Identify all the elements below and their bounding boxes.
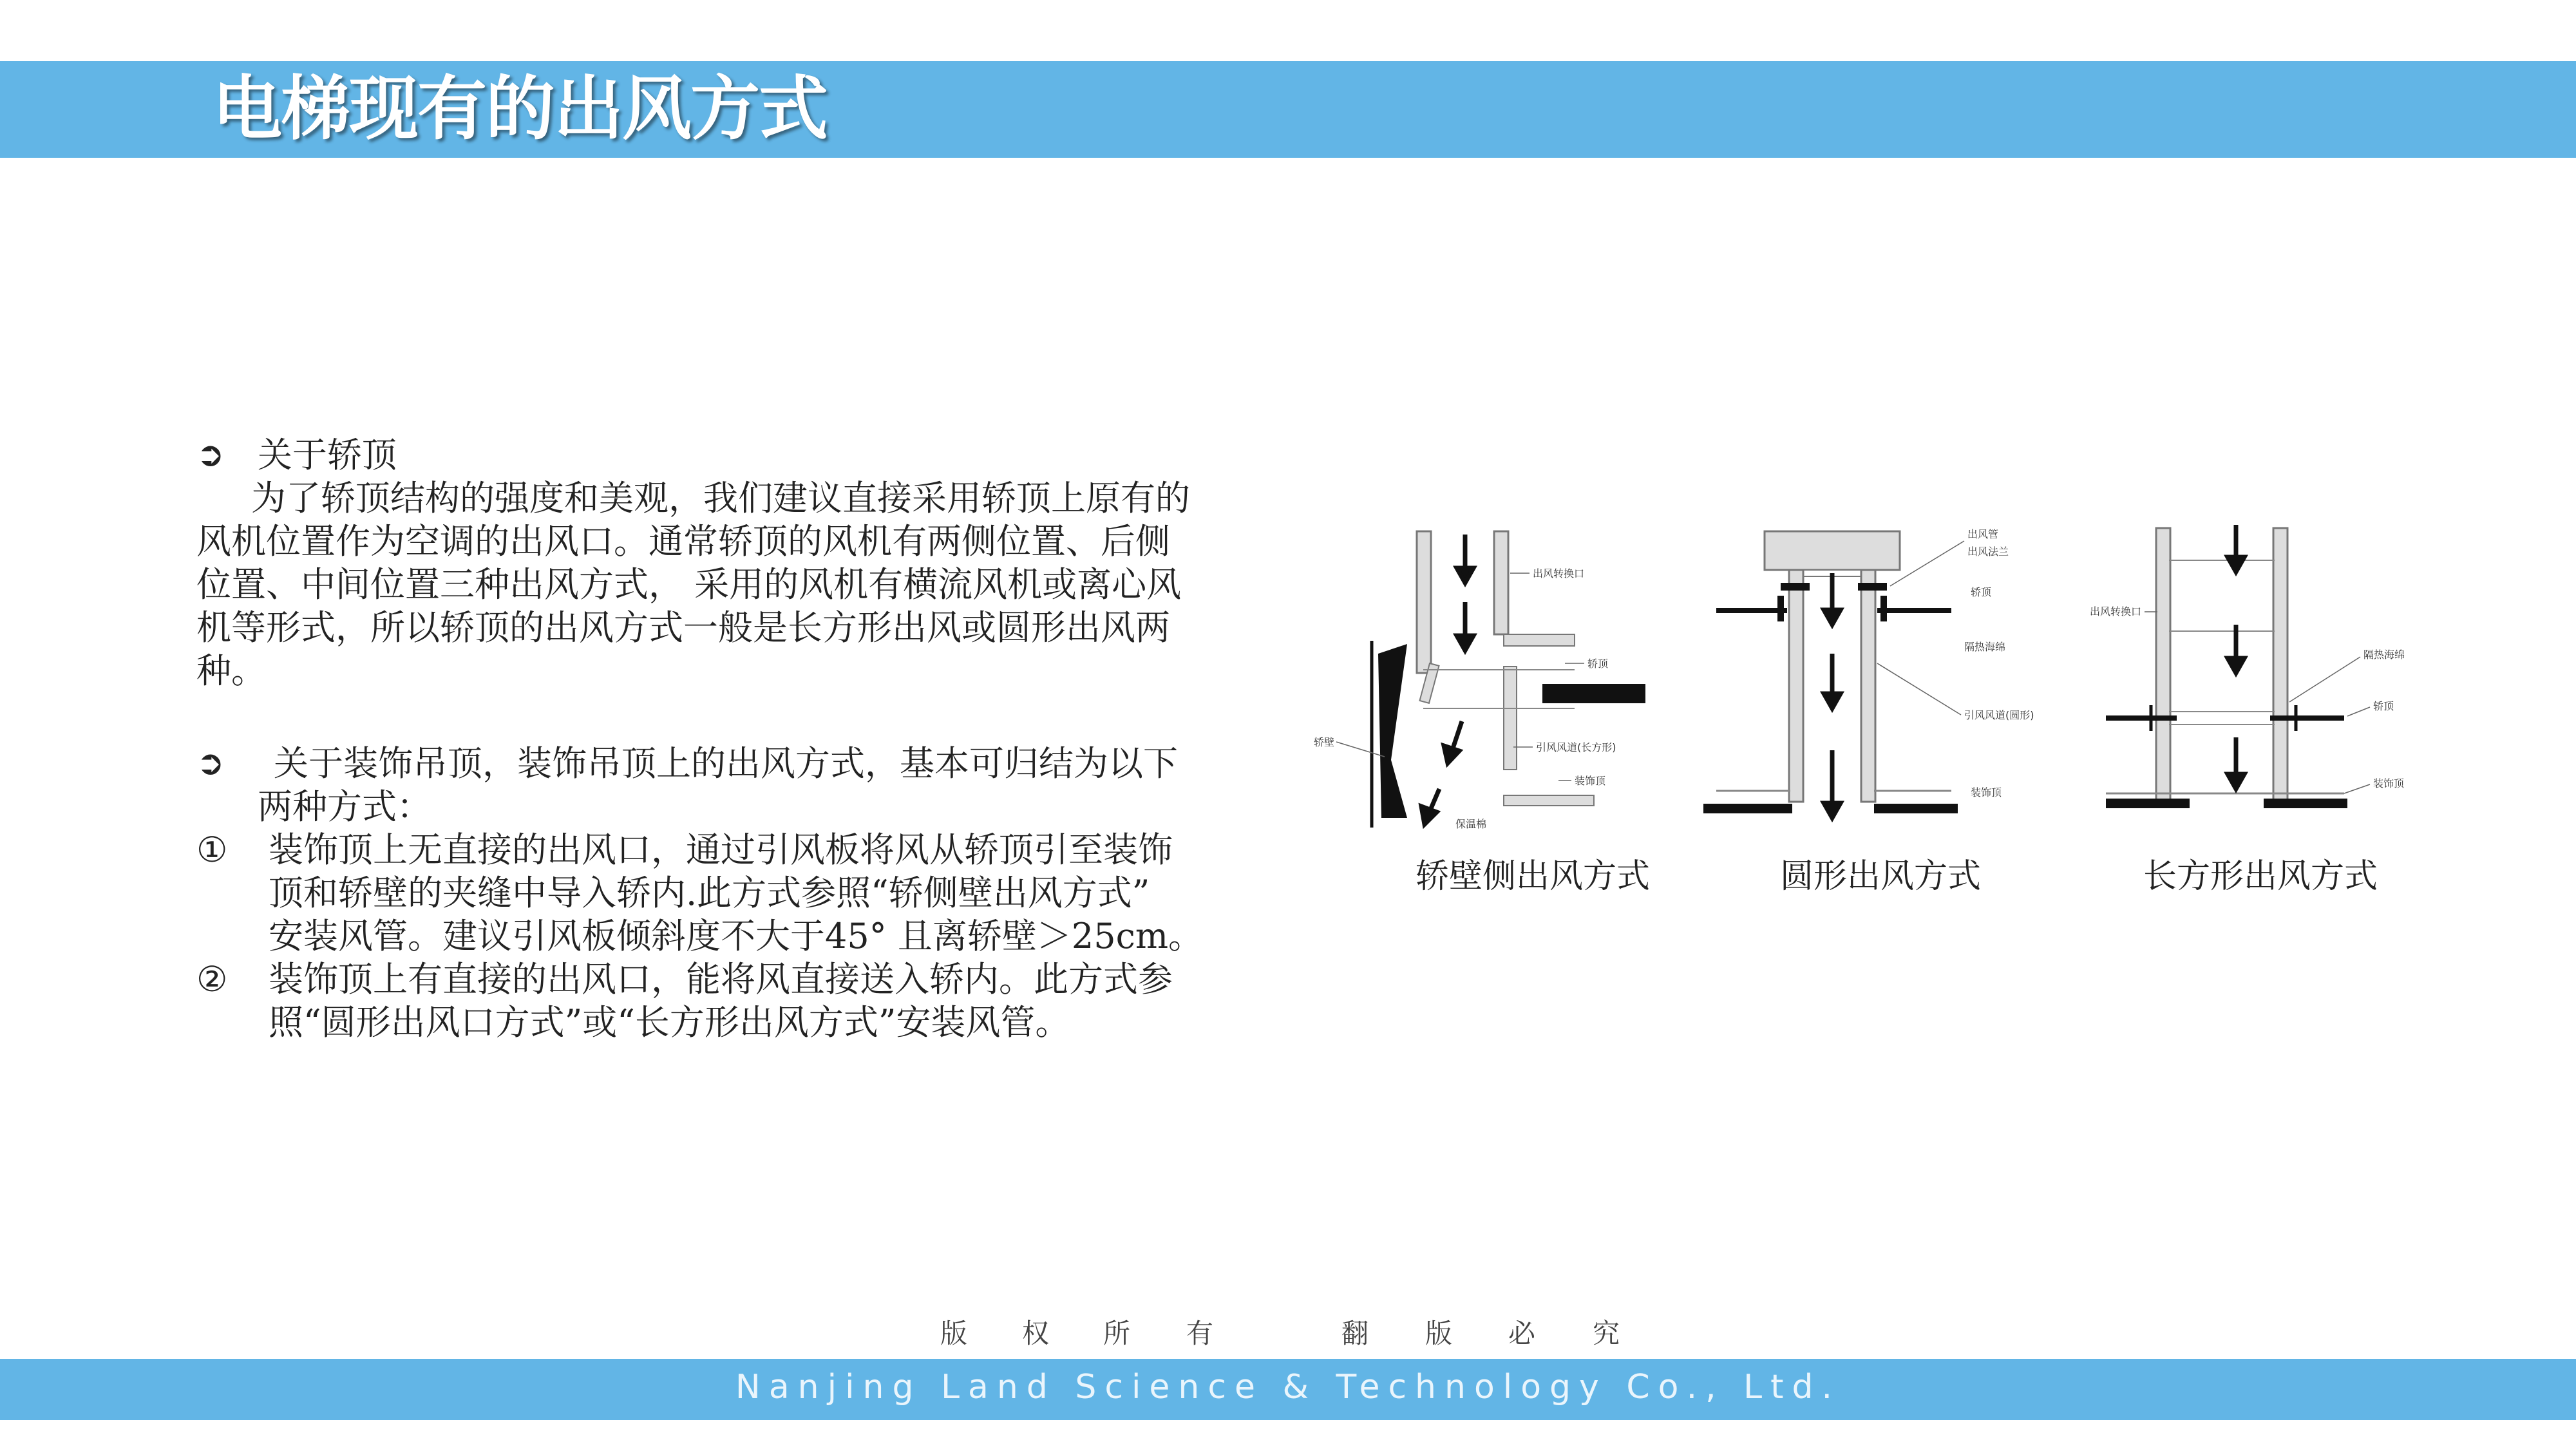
page-title: 电梯现有的出风方式 bbox=[213, 69, 828, 149]
label-car-top: 轿顶 bbox=[1587, 658, 1609, 670]
label-sponge: 隔热海绵 bbox=[1964, 641, 2006, 653]
label-flange: 出风法兰 bbox=[1967, 545, 2009, 558]
arrow-bullet-icon: ➲ bbox=[196, 435, 225, 474]
figure-caption: 圆形出风方式 bbox=[1779, 857, 1981, 896]
paragraph-line: 为了轿顶结构的强度和美观，我们建议直接采用轿顶上原有的 bbox=[251, 478, 1190, 518]
copyright-char: 权 bbox=[1022, 1318, 1050, 1349]
list-item bbox=[196, 958, 1253, 1044]
label-outlet: 出风转换口 bbox=[2090, 605, 2142, 618]
paragraph-line: 位置、中间位置三种出风方式， 采用的风机有横流风机或离心风 bbox=[196, 564, 1182, 605]
copyright-char: 版 bbox=[1425, 1318, 1453, 1349]
copyright-char: 有 bbox=[1186, 1318, 1214, 1349]
company-name: Nanjing Land Science & Technology Co., Ltd. bbox=[735, 1368, 1841, 1406]
copyright-char: 究 bbox=[1593, 1318, 1620, 1349]
label-outlet: 出风转换口 bbox=[1533, 567, 1585, 580]
heading-text: 关于轿顶 bbox=[258, 435, 397, 475]
copyright-char: 翻 bbox=[1341, 1318, 1369, 1349]
item-line: 安装风管。建议引风板倾斜度不大于45° 且离轿壁＞25cm。 bbox=[269, 916, 1204, 956]
diagram-rectangular-outlet bbox=[2087, 515, 2447, 850]
item-line: 装饰顶上有直接的出风口，能将风直接送入轿内。此方式参 bbox=[269, 959, 1173, 999]
list-item bbox=[196, 828, 1253, 958]
figure-caption: 轿壁侧出风方式 bbox=[1415, 857, 1650, 896]
copyright-char: 版 bbox=[940, 1318, 968, 1349]
title-bar bbox=[0, 61, 2576, 158]
paragraph-line: 风机位置作为空调的出风口。通常轿顶的风机有两侧位置、后侧 bbox=[196, 521, 1170, 562]
label-duct: 引风风道(长方形) bbox=[1536, 741, 1616, 753]
paragraph-line: 机等形式，所以轿顶的出风方式一般是长方形出风或圆形出风两 bbox=[196, 607, 1170, 648]
diagram-car-wall-side-outlet bbox=[1307, 515, 1668, 850]
section-decor-heading bbox=[196, 742, 1253, 828]
label-car-top: 轿顶 bbox=[1971, 586, 1992, 598]
arrow-bullet-icon: ➲ bbox=[196, 744, 225, 782]
label-sponge: 隔热海绵 bbox=[2363, 649, 2405, 661]
label-decor: 装饰顶 bbox=[1971, 786, 2002, 799]
section-decor-ceiling bbox=[196, 742, 1253, 1044]
item-number: ① bbox=[196, 829, 228, 870]
label-duct: 引风风道(圆形) bbox=[1964, 709, 2034, 721]
item-number: ② bbox=[196, 959, 228, 999]
diagram-round-outlet bbox=[1674, 515, 2035, 850]
label-car-wall: 轿壁 bbox=[1314, 736, 1335, 748]
heading-line: 两种方式： bbox=[258, 786, 431, 827]
figure-caption: 长方形出风方式 bbox=[2143, 857, 2378, 896]
section-car-top bbox=[196, 433, 1253, 692]
copyright-notice bbox=[0, 1312, 2576, 1351]
label-car-top: 轿顶 bbox=[2373, 700, 2394, 712]
paragraph-line: 种。 bbox=[196, 650, 266, 691]
copyright-char: 所 bbox=[1103, 1318, 1131, 1349]
copyright-char: 必 bbox=[1508, 1318, 1536, 1349]
label-decor: 装饰顶 bbox=[2373, 777, 2405, 790]
item-line: 照“圆形出风口方式”或“长方形出风方式”安装风管。 bbox=[269, 1002, 1070, 1043]
section-car-top-heading bbox=[196, 433, 1253, 477]
label-pipe: 出风管 bbox=[1967, 528, 1999, 540]
label-decor: 装饰顶 bbox=[1575, 775, 1606, 787]
heading-line: 关于装饰吊顶，装饰吊顶上的出风方式，基本可归结为以下 bbox=[274, 743, 1178, 784]
footer-bar bbox=[0, 1359, 2576, 1420]
item-line: 顶和轿壁的夹缝中导入轿内.此方式参照“轿侧壁出风方式” bbox=[269, 873, 1150, 913]
label-insulation: 保温棉 bbox=[1455, 818, 1487, 830]
item-line: 装饰顶上无直接的出风口，通过引风板将风从轿顶引至装饰 bbox=[269, 829, 1173, 870]
